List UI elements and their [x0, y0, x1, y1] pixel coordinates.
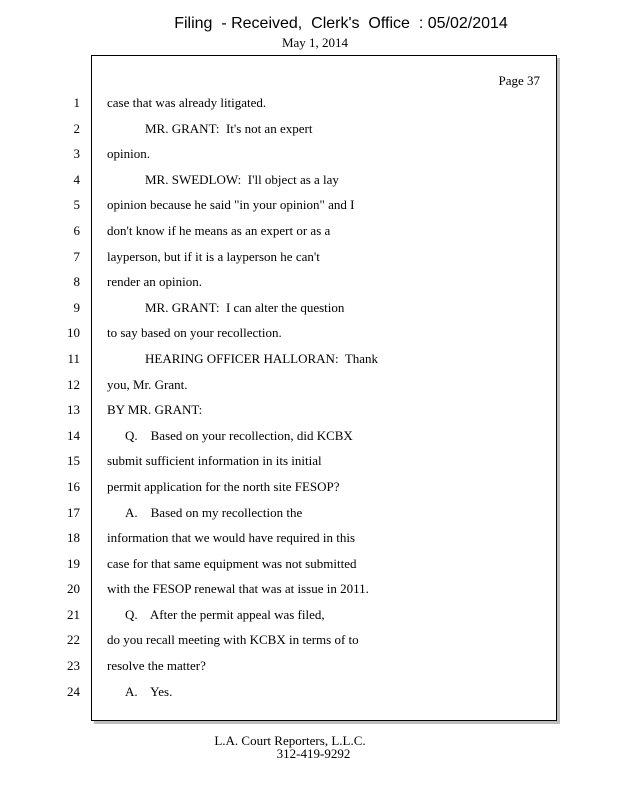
line-number: 15	[67, 453, 80, 469]
line-number: 19	[67, 555, 80, 571]
transcript-line: to say based on your recollection.	[107, 325, 282, 341]
court-reporter-name: L.A. Court Reporters, L.L.C.	[214, 733, 366, 748]
line-number: 18	[67, 530, 80, 546]
transcript-line: do you recall meeting with KCBX in terms of to	[107, 632, 359, 648]
line-number: 12	[67, 376, 80, 392]
line-number: 7	[73, 248, 80, 264]
transcript-line: resolve the matter?	[107, 658, 206, 674]
transcript-line: render an opinion.	[107, 274, 202, 290]
line-number: 8	[73, 274, 80, 290]
line-number: 5	[73, 197, 80, 213]
transcript-line: with the FESOP renewal that was at issue in 2011.	[107, 581, 369, 597]
transcript-line: submit sufficient information in its initial	[107, 453, 322, 469]
transcript-line: Q. Based on your recollection, did KCBX	[125, 427, 353, 443]
line-number: 13	[67, 402, 80, 418]
transcript-line: BY MR. GRANT:	[107, 402, 203, 418]
line-number: 20	[67, 581, 80, 597]
page-number: Page 37	[498, 73, 540, 88]
line-number: 14	[67, 427, 80, 443]
line-number: 11	[67, 350, 80, 366]
line-number: 24	[67, 683, 80, 699]
transcript-text	[107, 90, 547, 704]
transcript-line: permit application for the north site FESOP?	[107, 478, 340, 494]
transcript-line: case for that same equipment was not submitted	[107, 555, 357, 571]
transcript-line: MR. SWEDLOW: I'll object as a lay	[145, 171, 339, 187]
line-number-column	[30, 90, 80, 704]
line-number: 4	[73, 171, 80, 187]
line-number: 22	[67, 632, 80, 648]
transcript-line: layperson, but if it is a layperson he can't	[107, 248, 320, 264]
transcript-line: don't know if he means as an expert or as a	[107, 222, 331, 238]
court-reporter-phone: 312-419-9292	[276, 746, 351, 761]
line-number: 1	[73, 95, 80, 110]
line-number: 6	[73, 222, 80, 238]
transcript-line: A. Yes.	[125, 683, 173, 699]
filing-stamp: Filing - Received, Clerk's Office : 05/02/2014	[174, 15, 508, 32]
transcript-line: you, Mr. Grant.	[107, 376, 188, 392]
transcript-line: A. Based on my recollection the	[125, 504, 303, 520]
transcript-line: information that we would have required in this	[107, 530, 356, 546]
line-number: 21	[67, 606, 80, 622]
transcript-line: Q. After the permit appeal was filed,	[125, 606, 325, 622]
line-number: 3	[73, 146, 80, 162]
transcript-line: HEARING OFFICER HALLORAN: Thank	[145, 350, 379, 366]
line-number: 16	[67, 478, 80, 494]
transcript-line: case that was already litigated.	[107, 95, 267, 110]
line-number: 2	[73, 120, 80, 136]
line-number: 10	[67, 325, 80, 341]
transcript-line: opinion.	[107, 146, 150, 162]
line-number: 9	[73, 299, 80, 315]
transcript-date: May 1, 2014	[281, 35, 349, 50]
line-number: 23	[67, 658, 80, 674]
transcript-line: MR. GRANT: It's not an expert	[145, 120, 313, 136]
transcript-line: opinion because he said "in your opinion" and I	[107, 197, 355, 213]
transcript-line: MR. GRANT: I can alter the question	[145, 299, 345, 315]
line-number: 17	[67, 504, 80, 520]
